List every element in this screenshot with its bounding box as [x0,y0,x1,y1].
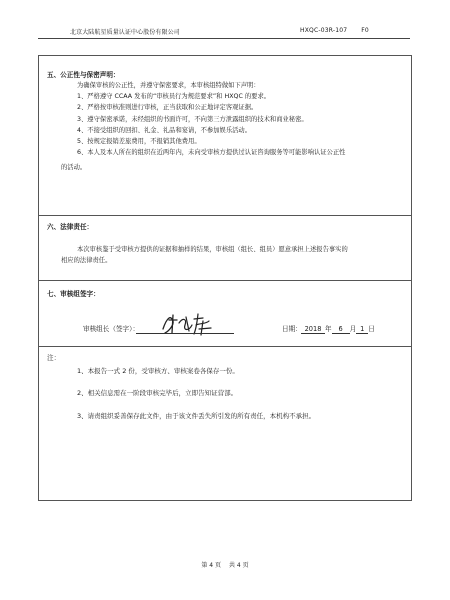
section-title: 六、法律责任： [47,223,94,231]
section-signature [39,281,411,347]
date-label: 日期： [282,325,302,333]
date-day: 1 [356,325,368,334]
section-impartiality [39,56,411,216]
statement-line: 6、本人及本人所在的组织在近两年内，未向受审核方提供过认证咨询服务等可能影响认证公正性 [77,149,346,156]
statement-line: 2、严格按审核准则进行审核，正当获取和公正地评定客观证据。 [77,104,258,111]
section-notes [39,347,411,500]
legal-text-line: 相应的法律责任。 [61,257,112,264]
section-legal [39,216,411,281]
statement-line: 3、遵守保密承诺，未经组织的书面许可，不向第三方泄露组织的技术和商业秘密。 [77,116,308,123]
header-revision: F0 [361,27,369,34]
header-doc-code: HXQC-03R-107 [300,27,348,34]
statement-line: 5、按规定报销差旅费用，不报销其他费用。 [77,138,201,145]
note-item: 2、相关信息需在一阶段审核完毕后，立即告知证营部。 [77,389,238,397]
statement-line: 的活动。 [61,164,87,171]
date-month-unit: 月 [349,325,357,333]
date-year-unit: 年 [325,325,332,333]
header-doc-info [300,27,369,34]
statement-line: 为确保审核的公正性，并遵守保密要求，本审核组特做如下声明： [77,82,260,89]
header-company: 北京大陆航星质量认证中心股份有限公司 [70,29,180,36]
leader-signature-label: 审核组长（签字）： [83,325,140,333]
date-month: 6 [332,325,350,334]
note-item: 1、本报告一式 2 份，受审核方、审核案卷各保存一份。 [77,367,239,375]
page-number: 第 4 页 [201,562,221,569]
date-day-unit: 日 [368,325,375,333]
section-title: 七、审核组签字： [47,290,100,298]
note-item: 3、请责组织妥善保存此文件，由于该文件丢失所引发的所有责任，本机构不承担。 [77,412,316,420]
statement-line: 4、不接受组织的回扣、礼金、礼品和宴请，不参加娱乐活动。 [77,127,252,134]
page-total: 共 4 页 [229,562,249,569]
page-footer [0,560,450,569]
section-title: 五、公正性与保密声明： [47,71,120,79]
date-year: 2018 [301,325,325,334]
signature-date [301,323,375,334]
legal-text-line: 本次审核鉴于受审核方提供的证据和抽样的结果，审核组（组长、组员）愿意承担上述报告事实的 [77,246,348,253]
report-table [38,55,412,501]
notes-title: 注： [47,354,61,362]
signature-line [136,333,234,334]
header-divider [38,38,410,39]
statement-line: 1、严格遵守 CCAA 发布的“审核员行为规范要求”和 HXQC 的要求。 [77,93,271,100]
